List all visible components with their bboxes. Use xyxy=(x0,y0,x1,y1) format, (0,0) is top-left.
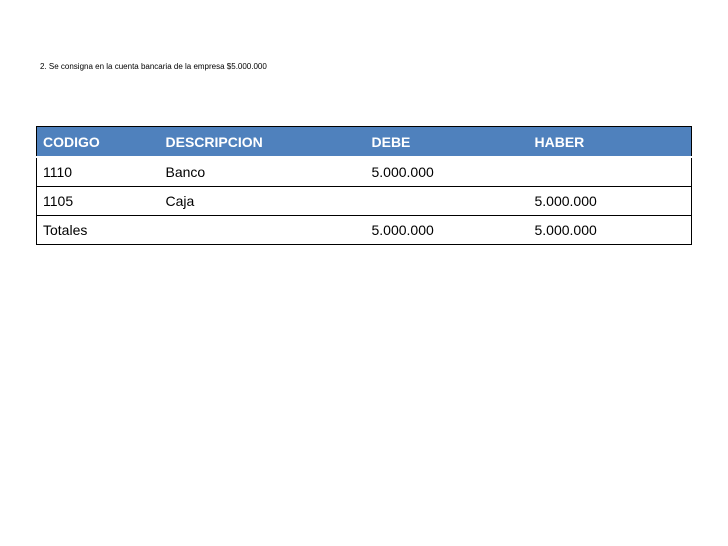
cell-haber xyxy=(529,157,692,187)
cell-codigo: 1110 xyxy=(37,157,160,187)
header-haber: HABER xyxy=(529,127,692,158)
cell-total-haber: 5.000.000 xyxy=(529,216,692,245)
cell-totales-label: Totales xyxy=(37,216,160,245)
exercise-caption: 2. Se consigna en la cuenta bancaria de la empresa $5.000.000 xyxy=(40,62,267,71)
table-row xyxy=(37,157,692,187)
cell-total-debe: 5.000.000 xyxy=(366,216,529,245)
cell-codigo: 1105 xyxy=(37,187,160,216)
header-descripcion: DESCRIPCION xyxy=(160,127,366,158)
totals-row xyxy=(37,216,692,245)
cell-descripcion: Caja xyxy=(160,187,366,216)
cell-haber: 5.000.000 xyxy=(529,187,692,216)
header-codigo: CODIGO xyxy=(37,127,160,158)
cell-debe: 5.000.000 xyxy=(366,157,529,187)
table-row xyxy=(37,187,692,216)
journal-entry-table xyxy=(36,126,692,245)
cell-descripcion xyxy=(160,216,366,245)
table-header-row xyxy=(37,127,692,158)
cell-debe xyxy=(366,187,529,216)
header-debe: DEBE xyxy=(366,127,529,158)
cell-descripcion: Banco xyxy=(160,157,366,187)
